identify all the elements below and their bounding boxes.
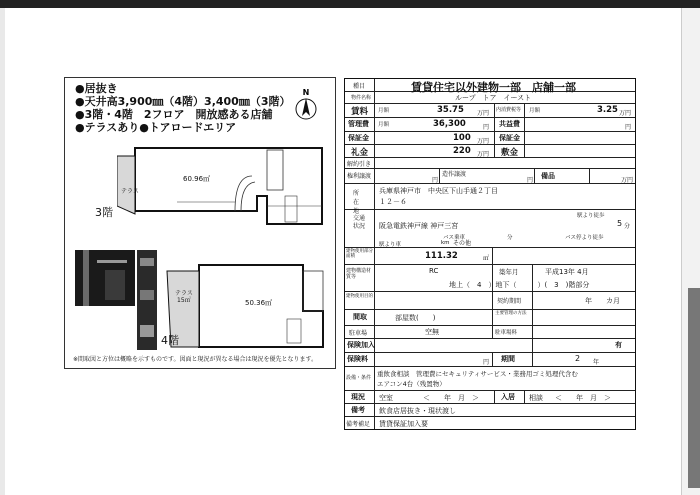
remarks-supplement-value: 賃貸保証加入要 bbox=[379, 420, 428, 428]
reikin-value: 220 bbox=[453, 146, 471, 156]
rent-unit: 万円 bbox=[477, 110, 490, 117]
floor3-label: 3階 bbox=[95, 206, 113, 219]
area-value: 111.32 bbox=[425, 251, 458, 261]
label-construction: 造作譲渡 bbox=[442, 171, 467, 178]
rent-value: 35.75 bbox=[437, 105, 464, 115]
tax-value: 3.25 bbox=[597, 105, 618, 115]
compass-icon bbox=[291, 86, 321, 124]
scan-top-edge bbox=[0, 0, 700, 8]
row-insurance bbox=[345, 338, 635, 353]
label-insurance-fee: 保険料 bbox=[347, 355, 368, 363]
label-transport: 交通状況 bbox=[353, 215, 366, 230]
mgmt-unit-label: 月額 bbox=[378, 122, 390, 128]
row-structure bbox=[345, 264, 635, 292]
label-deposit: 保証金 bbox=[348, 134, 369, 142]
scan-shadow bbox=[688, 288, 700, 488]
label-shiki: 保証金 bbox=[499, 134, 520, 142]
label-layout: 間取 bbox=[353, 313, 367, 321]
facilities-line-1: 重飲食相談 管理費にセキュリティサービス・業務用ゴミ処理代含む bbox=[377, 370, 578, 378]
label-rights: 権利譲渡 bbox=[347, 173, 372, 180]
label-parking-fee: 駐車場料 bbox=[495, 330, 518, 336]
common-unit: 円 bbox=[625, 124, 632, 131]
construction-unit: 円 bbox=[527, 177, 534, 184]
label-common: 共益費 bbox=[499, 120, 520, 128]
label-category: 種目 bbox=[353, 83, 366, 90]
location-value-2: １２－６ bbox=[379, 198, 407, 206]
row-transport bbox=[345, 209, 635, 248]
structure-value: RC bbox=[429, 267, 439, 275]
floors-value: 地上（ 4 ）地下（ ）( 3 )階部分 bbox=[449, 281, 590, 289]
label-period: 期間 bbox=[501, 355, 515, 363]
label-equipment: 備品 bbox=[541, 172, 555, 180]
label-contract: 契約期間 bbox=[497, 298, 522, 305]
walk-unit: 分 bbox=[624, 223, 631, 230]
floor3-terrace: テラス bbox=[121, 188, 139, 195]
tax-unit-label: 月額 bbox=[529, 108, 541, 114]
walk-value: 5 bbox=[617, 219, 623, 228]
location-value: 兵庫県神戸市 中央区下山手通２丁目 bbox=[379, 187, 498, 195]
mgmt-value: 36,300 bbox=[433, 119, 466, 129]
row-rent bbox=[345, 103, 635, 118]
car-label: 駅より車 bbox=[379, 242, 402, 248]
layout-value: 部屋数( ) bbox=[395, 314, 436, 322]
floor-plan-panel bbox=[64, 77, 336, 369]
label-mgmt-type: 主要管理の方法 bbox=[495, 311, 527, 316]
row-area bbox=[345, 247, 635, 265]
current-date: ＜ 年 月 ＞ bbox=[423, 394, 479, 402]
parking-value: 空無 bbox=[425, 328, 439, 336]
feature-item: ●天井高3,900㎜（4階）3,400㎜（3階） bbox=[75, 95, 291, 108]
other-label: その他 bbox=[453, 240, 472, 247]
label-movein: 入居 bbox=[501, 393, 515, 401]
busstop-label: バス停より徒歩 bbox=[565, 235, 604, 241]
label-reikin: 礼金 bbox=[351, 148, 369, 158]
row-deposit bbox=[345, 131, 635, 145]
label-structure: 建物構造材質等 bbox=[346, 268, 372, 280]
label-location: 所在地 bbox=[353, 190, 360, 215]
label-insurance: 保険加入 bbox=[347, 341, 375, 349]
rent-unit-label: 月額 bbox=[378, 108, 390, 114]
reikin-unit: 万円 bbox=[477, 151, 490, 158]
row-location bbox=[345, 183, 635, 215]
label-facilities: 設備・条件 bbox=[346, 375, 372, 381]
insurance-value: 有 bbox=[615, 341, 622, 349]
row-management bbox=[345, 117, 635, 132]
interior-photo bbox=[75, 250, 135, 306]
label-parking: 駐車場 bbox=[349, 330, 368, 337]
label-remarks: 備考 bbox=[351, 406, 365, 414]
row-reikin bbox=[345, 144, 635, 158]
bus-unit: 分 bbox=[507, 235, 513, 241]
movein-date: ＜ 年 月 ＞ bbox=[555, 394, 611, 402]
compass-letter: N bbox=[302, 88, 310, 97]
row-layout bbox=[345, 309, 635, 326]
disclaimer-note: ※間取図と方位は概略を示すものです。図面と現況が異なる場合は現況を優先となります。 bbox=[73, 356, 318, 363]
floor4-terrace-area: 15㎡ bbox=[177, 297, 191, 304]
floor3-area: 60.96㎡ bbox=[183, 175, 211, 183]
transport-line: 阪急電鉄神戸線 神戸三宮 bbox=[379, 222, 459, 230]
remarks-value: 飲食店居抜き・現状渡し bbox=[379, 407, 456, 415]
scan-right-edge bbox=[681, 8, 700, 495]
row-rights bbox=[345, 168, 635, 184]
name-value: ループ トア イースト bbox=[455, 94, 532, 102]
period-unit: 年 bbox=[593, 359, 600, 366]
deposit-value: 100 bbox=[453, 133, 471, 143]
feature-item: ●テラスあり●トアロードエリア bbox=[75, 121, 237, 134]
label-remarks-supplement: 備考補足 bbox=[346, 421, 371, 428]
label-refund: 解約引き bbox=[347, 161, 372, 168]
km-unit: km bbox=[441, 240, 450, 246]
label-area: 建物使用部分面積 bbox=[346, 249, 373, 259]
row-remarks-supplement bbox=[345, 416, 635, 429]
feature-list bbox=[75, 82, 291, 134]
label-current: 現況 bbox=[351, 393, 365, 401]
property-table bbox=[344, 78, 636, 430]
exterior-photo bbox=[137, 250, 157, 350]
floor4-area: 50.36㎡ bbox=[245, 299, 273, 307]
feature-item: ●居抜き bbox=[75, 82, 118, 95]
equipment-unit: 万円 bbox=[621, 177, 634, 184]
tax-unit: 万円 bbox=[619, 110, 632, 117]
feature-item: ●3階・4階 2フロア 開放感ある店舗 bbox=[75, 108, 273, 121]
label-name: 物件名称 bbox=[351, 95, 372, 101]
row-facilities bbox=[345, 366, 635, 391]
label-built: 築年月 bbox=[499, 268, 519, 276]
mgmt-unit: 円 bbox=[483, 124, 490, 131]
row-insurance-fee bbox=[345, 352, 635, 367]
bus-label: バス乗車 bbox=[443, 235, 466, 241]
current-value: 空室 bbox=[379, 394, 393, 402]
deposit-unit: 万円 bbox=[477, 138, 490, 145]
row-parking bbox=[345, 325, 635, 339]
facilities-line-2: エアコン4台（残置物） bbox=[377, 380, 446, 388]
movein-value: 相談 bbox=[529, 394, 543, 402]
row-remarks bbox=[345, 403, 635, 417]
insurance-fee-unit: 円 bbox=[483, 359, 490, 366]
label-mgmt: 管理費 bbox=[348, 120, 369, 128]
rights-unit: 円 bbox=[432, 177, 439, 184]
label-tax: 内消費税等 bbox=[496, 107, 522, 113]
label-rent: 賃料 bbox=[351, 107, 369, 117]
category-value: 賃貸住宅以外建物一部 店舗一部 bbox=[411, 81, 576, 94]
period-value: 2 bbox=[575, 354, 581, 363]
walk-label: 駅より徒歩 bbox=[577, 213, 605, 219]
scan-left-edge bbox=[0, 8, 5, 495]
row-contract bbox=[345, 291, 635, 310]
label-purpose: 建物使用目的 bbox=[346, 294, 373, 299]
row-current bbox=[345, 390, 635, 404]
area-unit: ㎡ bbox=[483, 255, 490, 262]
floor4-terrace: テラス bbox=[175, 290, 193, 297]
built-value: 平成13年 4月 bbox=[545, 268, 589, 276]
label-shikikin: 敷金 bbox=[501, 148, 519, 158]
floor4-label: 4階 bbox=[161, 334, 179, 347]
contract-value: 年 カ月 bbox=[585, 297, 620, 305]
